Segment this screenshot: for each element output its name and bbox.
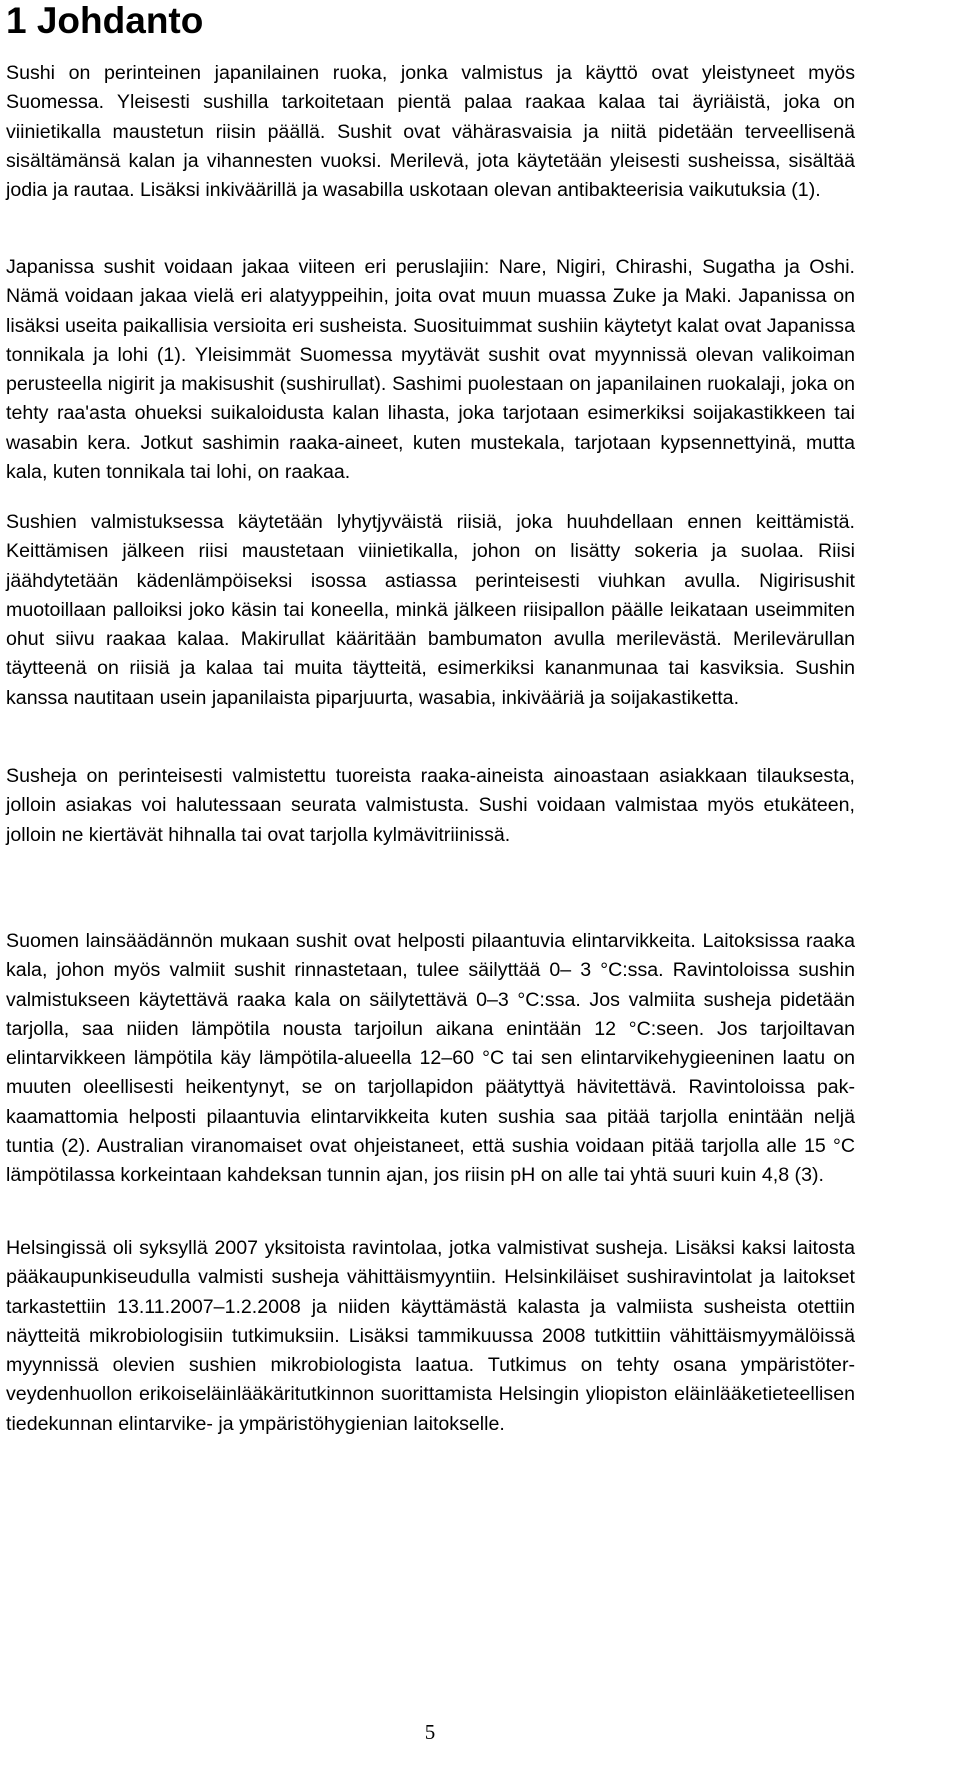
paragraph-sushi-types: Japanissa sushit voidaan jakaa viiteen eri peruslajiin: Nare, Nigiri, Chirashi, Sugatha ja Oshi. Nämä voidaan jakaa vielä eri alatyyppeihin, joita ovat muun muassa Zuke ja Maki. Japanissa on lisäksi useita paikallisia versioita eri susheista. Suosituimmat sushiin käytetyt kalat ovat Japanissa tonnikala ja lohi (1). Yleisimmät Suomessa myytävät sushit ovat myynnissä olevan valikoiman perusteella nigirit ja makisushit (sushirullat). Sashimi puolestaan on japanilainen ruokalaji, joka on tehty raa'asta ohueksi suikaloidusta kalan lihasta, joka tarjotaan esimerkiksi soijakastikkeen tai wasabin kera. Jotkut sashimin raaka-aineet, kuten mustekala, tarjotaan kypsennettyinä, mutta kala, kuten tonnikala tai lohi, on raakaa.: [6, 256, 855, 484]
paragraph-legislation: Suomen lainsäädännön mukaan sushit ovat helposti pilaantuvia elintarvikkeita. Laitoksissa raaka kala, johon myös valmiit sushit rinnastetaan, tulee säilyttää 0– 3 °C:ssa. Ravintoloissa sushin valmistukseen käytettävä raaka kala on säilytettävä 0–3 °C:ssa. Jos valmiita susheja pidetään tarjolla, saa niiden lämpötila nousta tarjoilun aikana enintään 12 °C:seen. Jos tarjoiltavan elintarvikkeen lämpötila käy lämpötila-alueella 12–60 °C tai sen elintarvikehygieeninen laatu on muuten oleellisesti heikentynyt, se on tarjollapidon päätyttyä hävitettävä. Ravintoloissa pakkaamattomia helposti pilaantuvia elintarvikkeita kuten sushia saa pitää tarjolla enintään neljä tuntia (2). Australian viranomaiset ovat ohjeistaneet, että sushia voidaan pitää tarjolla alle 15 °C lämpötilassa korkeintaan kahdeksan tunnin ajan, jos riisin pH on alle tai yhtä suuri kuin 4,8 (3).: [6, 930, 855, 1187]
paragraph-preparation: Sushien valmistuksessa käytetään lyhytjyväistä riisiä, joka huuhdellaan ennen keittämistä. Keittämisen jälkeen riisi maustetaan viinietikalla, johon on lisätty sokeria ja suolaa. Riisi jäähdytetään kädenlämpöiseksi isossa astiassa perinteisesti viuhkan avulla. Nigirisushit muotoillaan palloiksi joko käsin tai koneella, minkä jälkeen riisipallon päälle leikataan useimmiten ohut siivu raakaa kalaa. Makirullat kääritään bambumaton avulla merilevästä. Merilevärullan täytteenä on riisiä ja kalaa tai muita täytteitä, esimerkiksi kananmunaa tai kasviksia. Sushin kanssa nautitaan usein japanilaista piparjuurta, wasabia, inkivääriä ja soijakastiketta.: [6, 511, 855, 709]
paragraph-intro: Sushi on perinteinen japanilainen ruoka, jonka valmistus ja käyttö ovat yleistyneet myös Suomessa. Yleisesti sushilla tarkoitetaan pientä palaa raakaa kalaa tai äyriäistä, joka on viinietikalla maustetun riisin päällä. Sushit ovat vähärasvaisia ja niitä pidetään terveellisenä sisältämänsä kalan ja vihannesten vuoksi. Merilevä, jota käytetään yleisesti susheissa, sisältää jodia ja rautaa. Lisäksi inkiväärillä ja wasabilla uskotaan olevan antibakteerisia vaikutuksia (1).: [6, 62, 855, 202]
paragraph-study: Helsingissä oli syksyllä 2007 yksitoista ravintolaa, jotka valmistivat susheja. Lisäksi kaksi laitosta pääkaupunkiseudulla valmisti susheja vähittäismyyntiin. Helsinkiläiset sushiravintolat ja laitokset tarkastettiin 13.11.2007–1.2.2008 ja niiden käyttämästä kalasta ja valmiista susheista otettiin näytteitä mikrobiologisiin tutkimuksiin. Lisäksi tammikuussa 2008 tutkittiin vähittäismyymälöissä myynnissä olevien sushien mikrobiologista laatua. Tutkimus on tehty osana ympäristöterveydenhuollon erikoiseläinlääkäritutkinnon suorittamista Helsingin yliopiston eläinlääketieteellisen tiedekunnan elintarvike- ja ympäristöhygienian laitokselle.: [6, 1237, 855, 1435]
paragraph-serving: Susheja on perinteisesti valmistettu tuoreista raaka-aineista ainoastaan asiakkaan tilauksesta, jolloin asiakas voi halutessaan seurata valmistusta. Sushi voidaan valmistaa myös etukäteen, jolloin ne kiertävät hihnalla tai ovat tarjolla kylmävitriinissä.: [6, 765, 855, 846]
page-number: 5: [424, 1720, 436, 1744]
section-heading: 1 Johdanto: [6, 0, 204, 41]
